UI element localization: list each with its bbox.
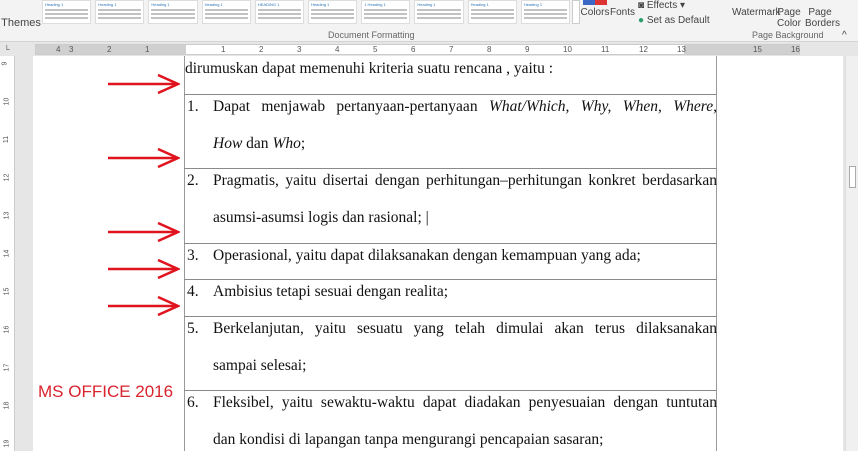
set-as-default-label: Set as Default <box>646 15 710 26</box>
list-item-line: sampai selesai; <box>213 357 307 374</box>
style-thumb-title: HEADING 1 <box>257 2 280 7</box>
list-number: 4. <box>187 283 199 300</box>
ruler-number: 5 <box>373 45 378 54</box>
ruler-number: 9 <box>1 61 9 66</box>
page-borders-button[interactable]: Page Borders <box>805 7 841 29</box>
ms-office-2016-label: MS OFFICE 2016 <box>38 382 174 401</box>
vertical-ruler[interactable] <box>0 56 15 451</box>
list-item-line: dan kondisi di lapangan tanpa mengurangi pencapaian sasaran; <box>213 431 604 448</box>
ruler-number: 11 <box>3 135 11 144</box>
effects-button[interactable]: ◙ Effects ▾ <box>638 0 686 11</box>
style-thumb[interactable] <box>308 0 357 24</box>
style-thumb-title: Heading 1 <box>523 2 543 7</box>
list-item-line: Dapat menjawab pertanyaan-pertanyaan What/Which, Why, When, Where, <box>213 98 718 115</box>
colors-icon <box>583 0 607 5</box>
list-item-line: Berkelanjutan, yaitu sesuatu yang telah dimulai akan terus dilaksanakan <box>213 320 717 337</box>
table-row-border <box>184 316 717 317</box>
set-as-default-button[interactable] <box>638 15 710 26</box>
ruler-number: 1 <box>221 45 226 54</box>
list-item-line: Fleksibel, yaitu sewaktu-waktu dapat diadakan penyesuaian dengan tuntutan <box>213 394 717 411</box>
list-item-line: How dan Who; <box>213 135 306 152</box>
style-thumb-title: Heading 1 <box>45 2 64 7</box>
ruler-number: 16 <box>3 325 11 334</box>
ruler-number: 7 <box>449 45 454 54</box>
ruler-number: 10 <box>3 97 11 106</box>
ruler-number: 16 <box>791 45 800 54</box>
style-thumb[interactable] <box>95 0 144 24</box>
tab-selector-icon[interactable]: └ <box>4 45 10 54</box>
vertical-scrollbar[interactable] <box>845 56 858 451</box>
table-row-border <box>184 243 717 244</box>
ruler-number: 2 <box>259 45 264 54</box>
ruler-number: 15 <box>753 45 762 54</box>
style-thumb-title: Heading 1 <box>151 2 170 7</box>
style-thumb-title: Heading 1 <box>204 2 223 7</box>
ruler-number: 17 <box>3 363 11 372</box>
red-arrow-icon <box>108 222 180 242</box>
fonts-button[interactable]: Fonts <box>610 7 636 18</box>
style-thumb-title: 1 Heading 1 <box>364 2 386 7</box>
style-thumb-title: Heading 1 <box>470 2 489 7</box>
ruler-number: 4 <box>56 45 61 54</box>
style-thumb[interactable] <box>202 0 251 24</box>
list-number: 2. <box>187 172 199 189</box>
list-item-line: asumsi-asumsi logis dan rasional; | <box>213 209 429 226</box>
ruler-number: 10 <box>563 45 572 54</box>
red-arrow-icon <box>108 74 180 94</box>
table-row-border <box>184 390 717 391</box>
ruler-number: 11 <box>601 45 610 54</box>
check-icon: ● <box>638 15 645 26</box>
horizontal-ruler[interactable] <box>0 43 858 56</box>
group-label-document-formatting: Document Formatting <box>328 30 415 40</box>
ruler-number: 9 <box>525 45 530 54</box>
ribbon <box>0 0 858 42</box>
list-number: 5. <box>187 320 199 337</box>
watermark-button[interactable]: Watermark <box>732 7 781 18</box>
red-arrow-icon <box>108 259 180 279</box>
ruler-number: 18 <box>3 401 11 410</box>
list-number: 3. <box>187 247 199 264</box>
themes-button[interactable]: Themes <box>1 17 41 29</box>
effects-label: Effects <box>646 0 678 11</box>
style-thumb-title: Heading 1 <box>98 2 117 7</box>
style-thumb[interactable] <box>414 0 463 24</box>
list-item-line: Ambisius tetapi sesuai dengan realita; <box>213 283 449 300</box>
ruler-number: 15 <box>3 287 11 296</box>
document-page[interactable] <box>33 56 843 451</box>
ruler-number: 12 <box>3 173 11 182</box>
table-row-border <box>184 94 717 95</box>
ruler-number: 6 <box>411 45 416 54</box>
list-number: 1. <box>187 98 199 115</box>
ruler-number: 12 <box>639 45 648 54</box>
style-thumb[interactable] <box>521 0 570 24</box>
collapse-ribbon-icon[interactable]: ^ <box>842 30 847 41</box>
ruler-number: 1 <box>145 45 150 54</box>
page-color-button[interactable]: Page Color <box>777 7 801 29</box>
style-thumb[interactable] <box>42 0 91 24</box>
list-item-line: Pragmatis, yaitu disertai dengan perhitungan–perhitungan konkret berdasarkan <box>213 172 717 189</box>
ruler-number: 13 <box>677 45 686 54</box>
ruler-number: 8 <box>487 45 492 54</box>
style-thumb[interactable] <box>468 0 517 24</box>
ruler-number: 14 <box>3 249 11 258</box>
style-thumb-title: Heading 1 <box>311 2 330 7</box>
table-row-border <box>184 168 717 169</box>
ruler-number: 2 <box>107 45 112 54</box>
group-label-page-background: Page Background <box>752 30 824 40</box>
red-arrow-icon <box>108 148 180 168</box>
ruler-number: 19 <box>3 439 11 448</box>
table-row-border <box>184 279 717 280</box>
ruler-number: 4 <box>335 45 340 54</box>
style-thumb[interactable] <box>255 0 304 24</box>
style-thumb-title: Heading 1 <box>417 2 436 7</box>
ruler-number: 3 <box>297 45 302 54</box>
colors-button[interactable]: Colors <box>580 7 610 18</box>
list-item-line: Operasional, yaitu dapat dilaksanakan dengan kemampuan yang ada; <box>213 247 641 264</box>
red-arrow-icon <box>108 296 180 316</box>
list-number: 6. <box>187 394 199 411</box>
style-thumb[interactable] <box>148 0 197 24</box>
style-thumb[interactable] <box>361 0 410 24</box>
ruler-number: 3 <box>69 45 74 54</box>
style-gallery[interactable] <box>42 0 570 24</box>
ruler-number: 13 <box>3 211 11 220</box>
gallery-scroll-button[interactable] <box>572 0 580 24</box>
intro-text: dirumuskan dapat memenuhi kriteria suatu rencana , yaitu : <box>185 60 554 77</box>
scrollbar-thumb[interactable] <box>849 166 856 188</box>
